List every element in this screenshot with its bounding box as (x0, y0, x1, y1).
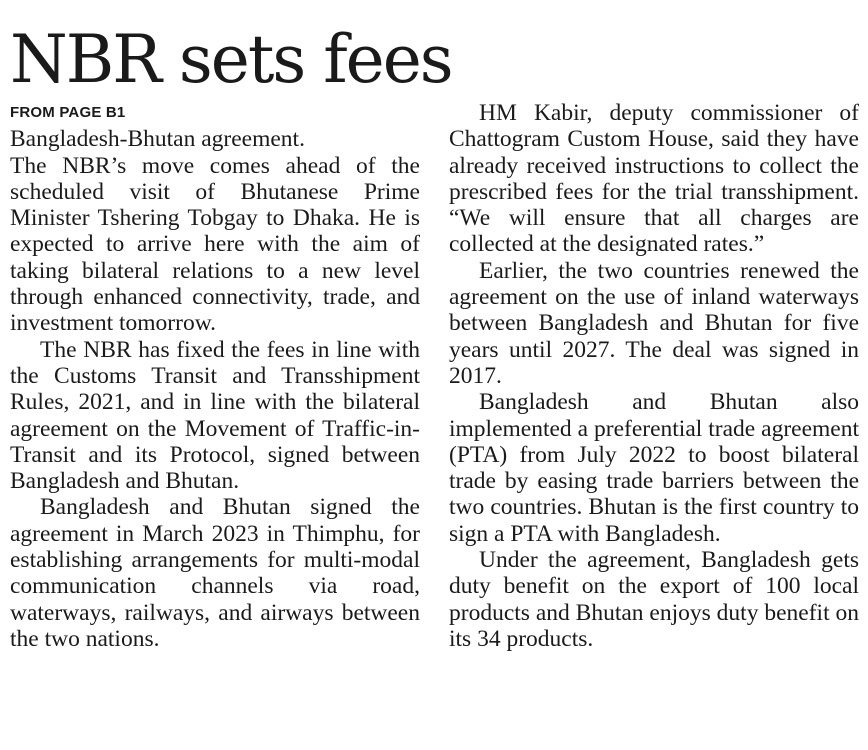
paragraph: Under the agreement, Bangladesh gets duty benefit on the export of 100 local products and Bhutan enjoys duty benefit on its 34 products. (449, 547, 859, 652)
paragraph: The NBR’s move comes ahead of the scheduled visit of Bhutanese Prime Minister Tshering Tobgay to Dhaka. He is expected to arrive here with the aim of taking bilateral relations to a new level through enhanced connectivity, trade, and investment tomorrow. (10, 152, 420, 337)
paragraph: Earlier, the two countries renewed the agreement on the use of inland waterways between Bangladesh and Bhutan for five years until 2027. The deal was signed in 2017. (449, 257, 859, 389)
headline: NBR sets fees (10, 21, 452, 98)
paragraph: HM Kabir, deputy commissioner of Chattogram Custom House, said they have already received instructions to collect the prescribed fees for the trial transshipment. “We will ensure that all charges are collected at the designated rates.” (449, 100, 859, 258)
paragraph: The NBR has fixed the fees in line with the Customs Transit and Transshipment Rules, 2021, and in line with the bilateral agreement on the Movement of Traffic-in-Transit and its Protocol, signed between Bangladesh and Bhutan. (10, 336, 420, 495)
paragraph: Bangladesh and Bhutan also implemented a preferential trade agreement (PTA) from July 2022 to boost bilateral trade by easing trade barriers between the two countries. Bhutan is the first country to sign a PTA with Bangladesh. (449, 389, 859, 547)
paragraph: Bangladesh and Bhutan signed the agreement in March 2023 in Thimphu, for establishing arrangements for multi-modal communication channels via road, waterways, railways, and airways between the two nations. (10, 494, 420, 652)
left-column (10, 100, 420, 652)
jump-kicker: FROM PAGE B1 (10, 104, 126, 121)
paragraph: Bangladesh-Bhutan agreement. (10, 126, 305, 153)
right-column (449, 100, 859, 652)
